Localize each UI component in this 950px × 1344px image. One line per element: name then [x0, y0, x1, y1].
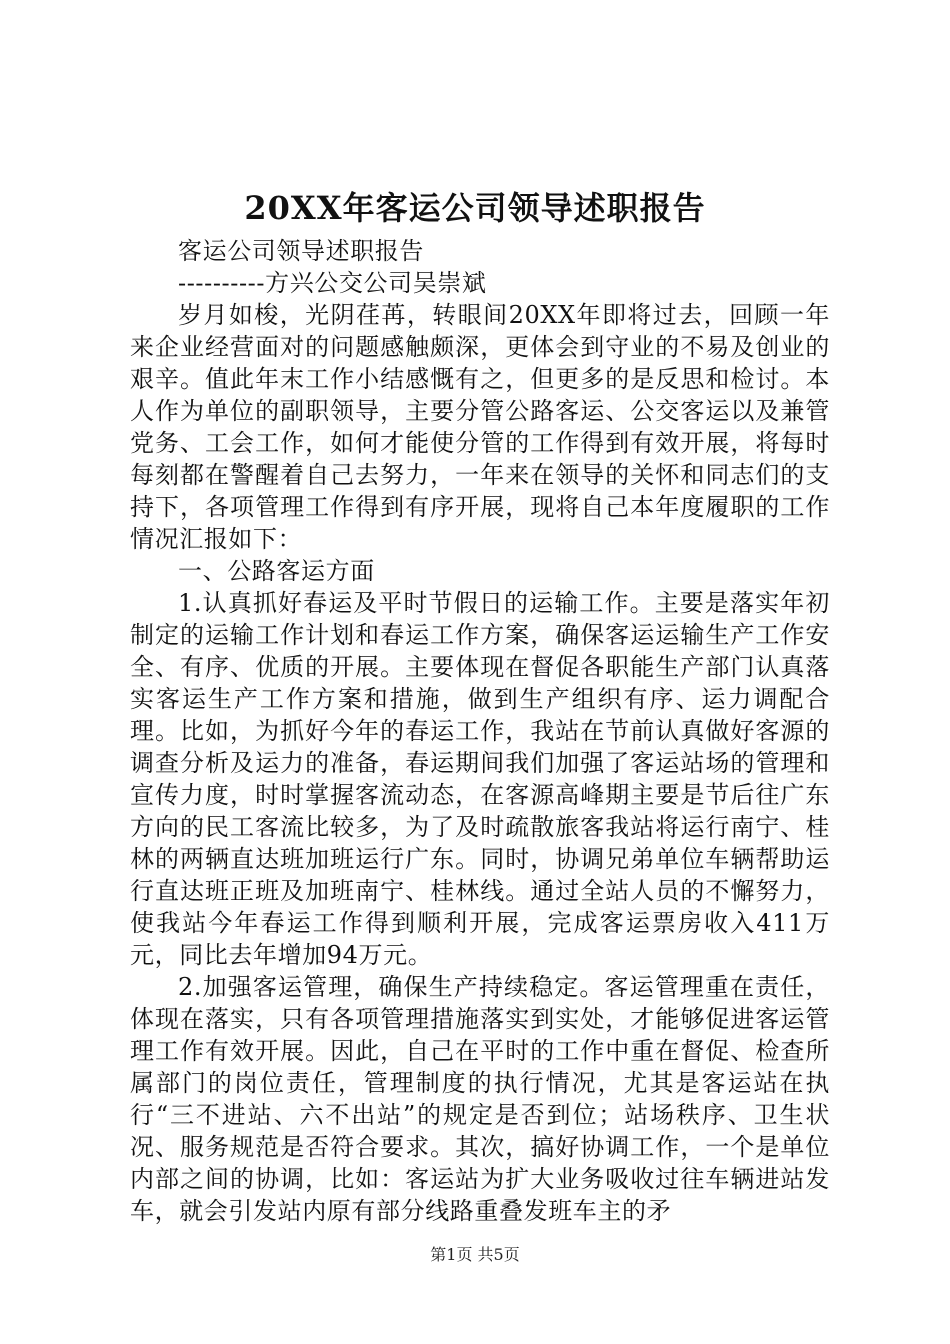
- item-2-paragraph: 2.加强客运管理，确保生产持续稳定。客运管理重在责任，体现在落实，只有各项管理措施落实到实处，才能够促进客运管理工作有效开展。因此，自己在平时的工作中重在督促、检查所属部门的岗位责任，管理制度的执行情况，尤其是客运站在执行“三不进站、六不出站”的规定是否到位；站场秩序、卫生状况、服务规范是否符合要求。其次，搞好协调工作，一个是单位内部之间的协调，比如：客运站为扩大业务吸收过往车辆进站发车，就会引发站内原有部分线路重叠发班车主的矛: [130, 973, 830, 1225]
- author-line: ----------方兴公交公司吴崇斌: [178, 269, 487, 297]
- document-body: [130, 235, 830, 1227]
- document-title: 20XX年客运公司领导述职报告: [244, 189, 706, 227]
- section-heading: 一、公路客运方面: [178, 557, 375, 585]
- page-footer: 第1页 共5页: [430, 1245, 520, 1264]
- subtitle-paragraph: 客运公司领导述职报告: [178, 237, 424, 265]
- item-1-paragraph: 1.认真抓好春运及平时节假日的运输工作。主要是落实年初制定的运输工作计划和春运工作方案，确保客运运输生产工作安全、有序、优质的开展。主要体现在督促各职能生产部门认真落实客运生产工作方案和措施，做到生产组织有序、运力调配合理。比如，为抓好今年的春运工作，我站在节前认真做好客源的调查分析及运力的准备，春运期间我们加强了客运站场的管理和宣传力度，时时掌握客流动态，在客源高峰期主要是节后往广东方向的民工客流比较多，为了及时疏散旅客我站将运行南宁、桂林的两辆直达班加班运行广东。同时，协调兄弟单位车辆帮助运行直达班正班及加班南宁、桂林线。通过全站人员的不懈努力，使我站今年春运工作得到顺利开展，完成客运票房收入411万元，同比去年增加94万元。: [130, 589, 830, 969]
- intro-paragraph: 岁月如梭，光阴荏苒，转眼间20XX年即将过去，回顾一年来企业经营面对的问题感触颇深，更体会到守业的不易及创业的艰辛。值此年末工作小结感慨有之，但更多的是反思和检讨。本人作为单位的副职领导，主要分管公路客运、公交客运以及兼管党务、工会工作，如何才能使分管的工作得到有效开展，将每时每刻都在警醒着自己去努力，一年来在领导的关怀和同志们的支持下，各项管理工作得到有序开展，现将自己本年度履职的工作情况汇报如下：: [130, 301, 830, 553]
